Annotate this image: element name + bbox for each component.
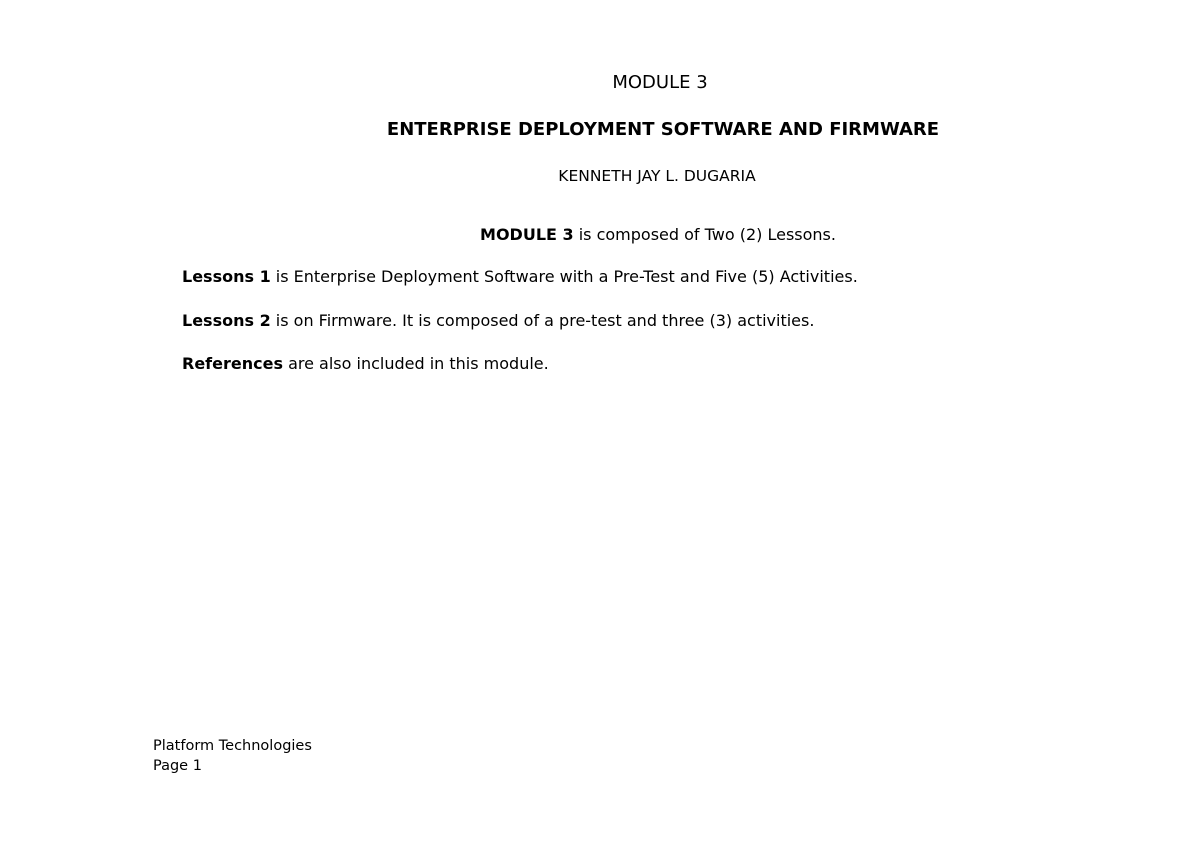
summary-bold: MODULE 3 — [480, 225, 574, 244]
paragraph-references — [182, 354, 549, 373]
paragraph-text: are also included in this module. — [282, 354, 549, 373]
paragraph-bold: Lessons 2 — [182, 311, 271, 330]
paragraph-text: is on Firmware. It is composed of a pre-test and three (3) activities. — [270, 311, 815, 330]
footer-page-number: Page 1 — [153, 758, 202, 774]
module-label: MODULE 3 — [612, 72, 708, 93]
document-title: ENTERPRISE DEPLOYMENT SOFTWARE AND FIRMWARE — [386, 119, 940, 140]
paragraph-lesson-2 — [182, 311, 814, 330]
paragraph-bold: Lessons 1 — [182, 267, 271, 286]
paragraph-bold: References — [182, 354, 283, 373]
author-name: KENNETH JAY L. DUGARIA — [558, 167, 756, 185]
footer-course: Platform Technologies — [153, 738, 312, 754]
paragraph-text: is Enterprise Deployment Software with a Pre-Test and Five (5) Activities. — [270, 267, 858, 286]
summary-text: is composed of Two (2) Lessons. — [573, 225, 836, 244]
paragraph-lesson-1 — [182, 267, 858, 286]
module-summary — [480, 225, 836, 244]
